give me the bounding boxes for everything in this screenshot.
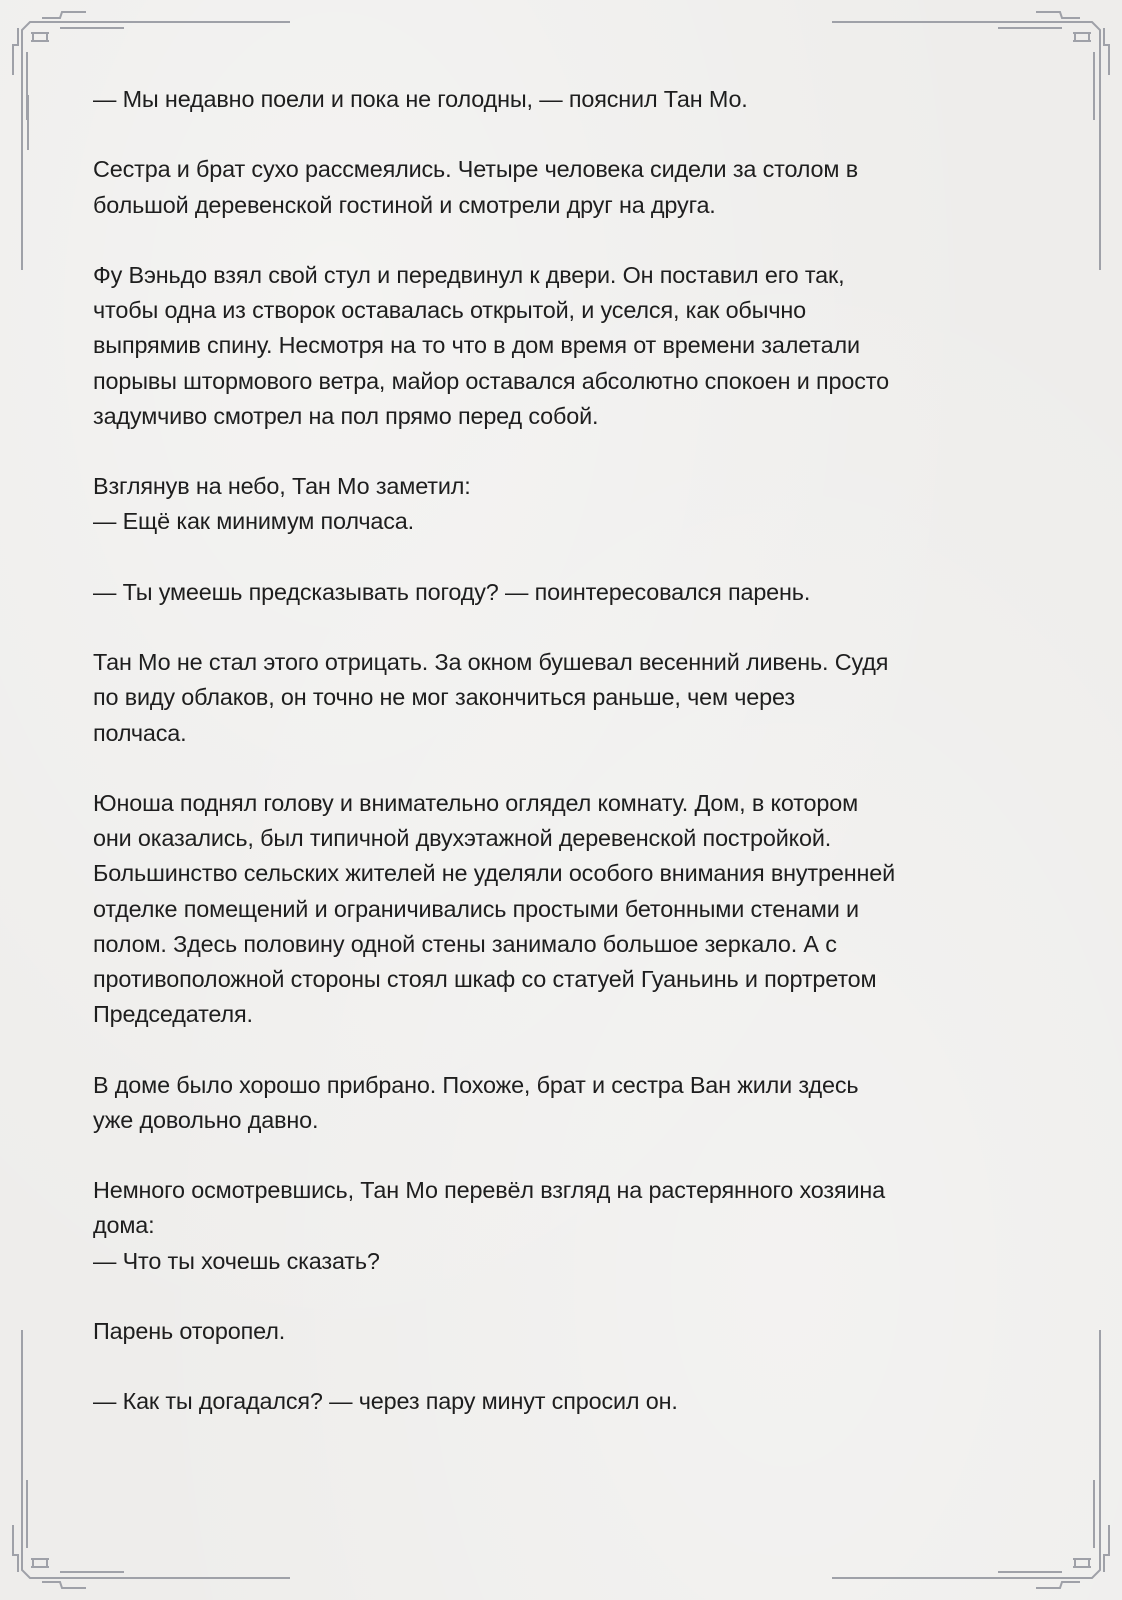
text-line: Фу Вэньдо взял свой стул и передвинул к двери. Он поставил его так, — [93, 261, 845, 288]
text-line: — Ты умеешь предсказывать погоду? — поинтересовался парень. — [93, 578, 811, 605]
text-line: Большинство сельских жителей не уделяли особого внимания внутренней — [93, 860, 896, 887]
text-line: они оказались, был типичной двухэтажной деревенской постройкой. — [93, 825, 832, 852]
text-line: — Мы недавно поели и пока не голодны, — пояснил Тан Мо. — [93, 86, 748, 112]
text-line: полчаса. — [93, 719, 187, 746]
text-line: Взглянув на небо, Тан Мо заметил: — [93, 473, 471, 500]
text-line: уже довольно давно. — [93, 1106, 319, 1133]
text-line: — Что ты хочешь сказать? — [93, 1247, 380, 1274]
text-line: Тан Мо не стал этого отрицать. За окном бушевал весенний ливень. Судя — [93, 649, 889, 676]
paragraph — [93, 82, 1023, 117]
paragraph — [93, 1068, 1023, 1138]
paragraph — [93, 575, 1023, 610]
text-line: Немного осмотревшись, Тан Мо перевёл взгляд на растерянного хозяина — [93, 1177, 886, 1204]
text-line: дома: — [93, 1212, 155, 1239]
paragraph — [93, 258, 1023, 434]
text-line: — Как ты догадался? — через пару минут спросил он. — [93, 1388, 678, 1415]
paragraph — [93, 645, 1023, 751]
document-body — [93, 82, 1023, 1455]
text-line: задумчиво смотрел на пол прямо перед собой. — [93, 402, 599, 429]
text-line: отделке помещений и ограничивались простыми бетонными стенами и — [93, 895, 859, 922]
text-line: большой деревенской гостиной и смотрели друг на друга. — [93, 191, 716, 218]
paragraph — [93, 469, 1023, 539]
text-line: выпрямив спину. Несмотря на то что в дом время от времени залетали — [93, 332, 860, 359]
text-line: В доме было хорошо прибрано. Похоже, брат и сестра Ван жили здесь — [93, 1071, 859, 1098]
text-line: чтобы одна из створок оставалась открытой, и уселся, как обычно — [93, 297, 806, 324]
text-line: противоположной стороны стоял шкаф со статуей Гуаньинь и портретом — [93, 965, 877, 992]
text-line: порывы штормового ветра, майор оставался абсолютно спокоен и просто — [93, 367, 889, 394]
paragraph — [93, 1314, 1023, 1349]
text-line: полом. Здесь половину одной стены занимало большое зеркало. А с — [93, 930, 837, 957]
text-line: Парень оторопел. — [93, 1317, 286, 1344]
text-line: Сестра и брат сухо рассмеялись. Четыре человека сидели за столом в — [93, 156, 858, 183]
text-line: по виду облаков, он точно не мог закончиться раньше, чем через — [93, 684, 795, 711]
text-line: — Ещё как минимум полчаса. — [93, 508, 415, 535]
text-line: Председателя. — [93, 1001, 253, 1028]
text-line: Юноша поднял голову и внимательно оглядел комнату. Дом, в котором — [93, 789, 859, 816]
paragraph — [93, 1384, 1023, 1419]
paragraph — [93, 152, 1023, 222]
paragraph — [93, 786, 1023, 1032]
paragraph — [93, 1173, 1023, 1279]
